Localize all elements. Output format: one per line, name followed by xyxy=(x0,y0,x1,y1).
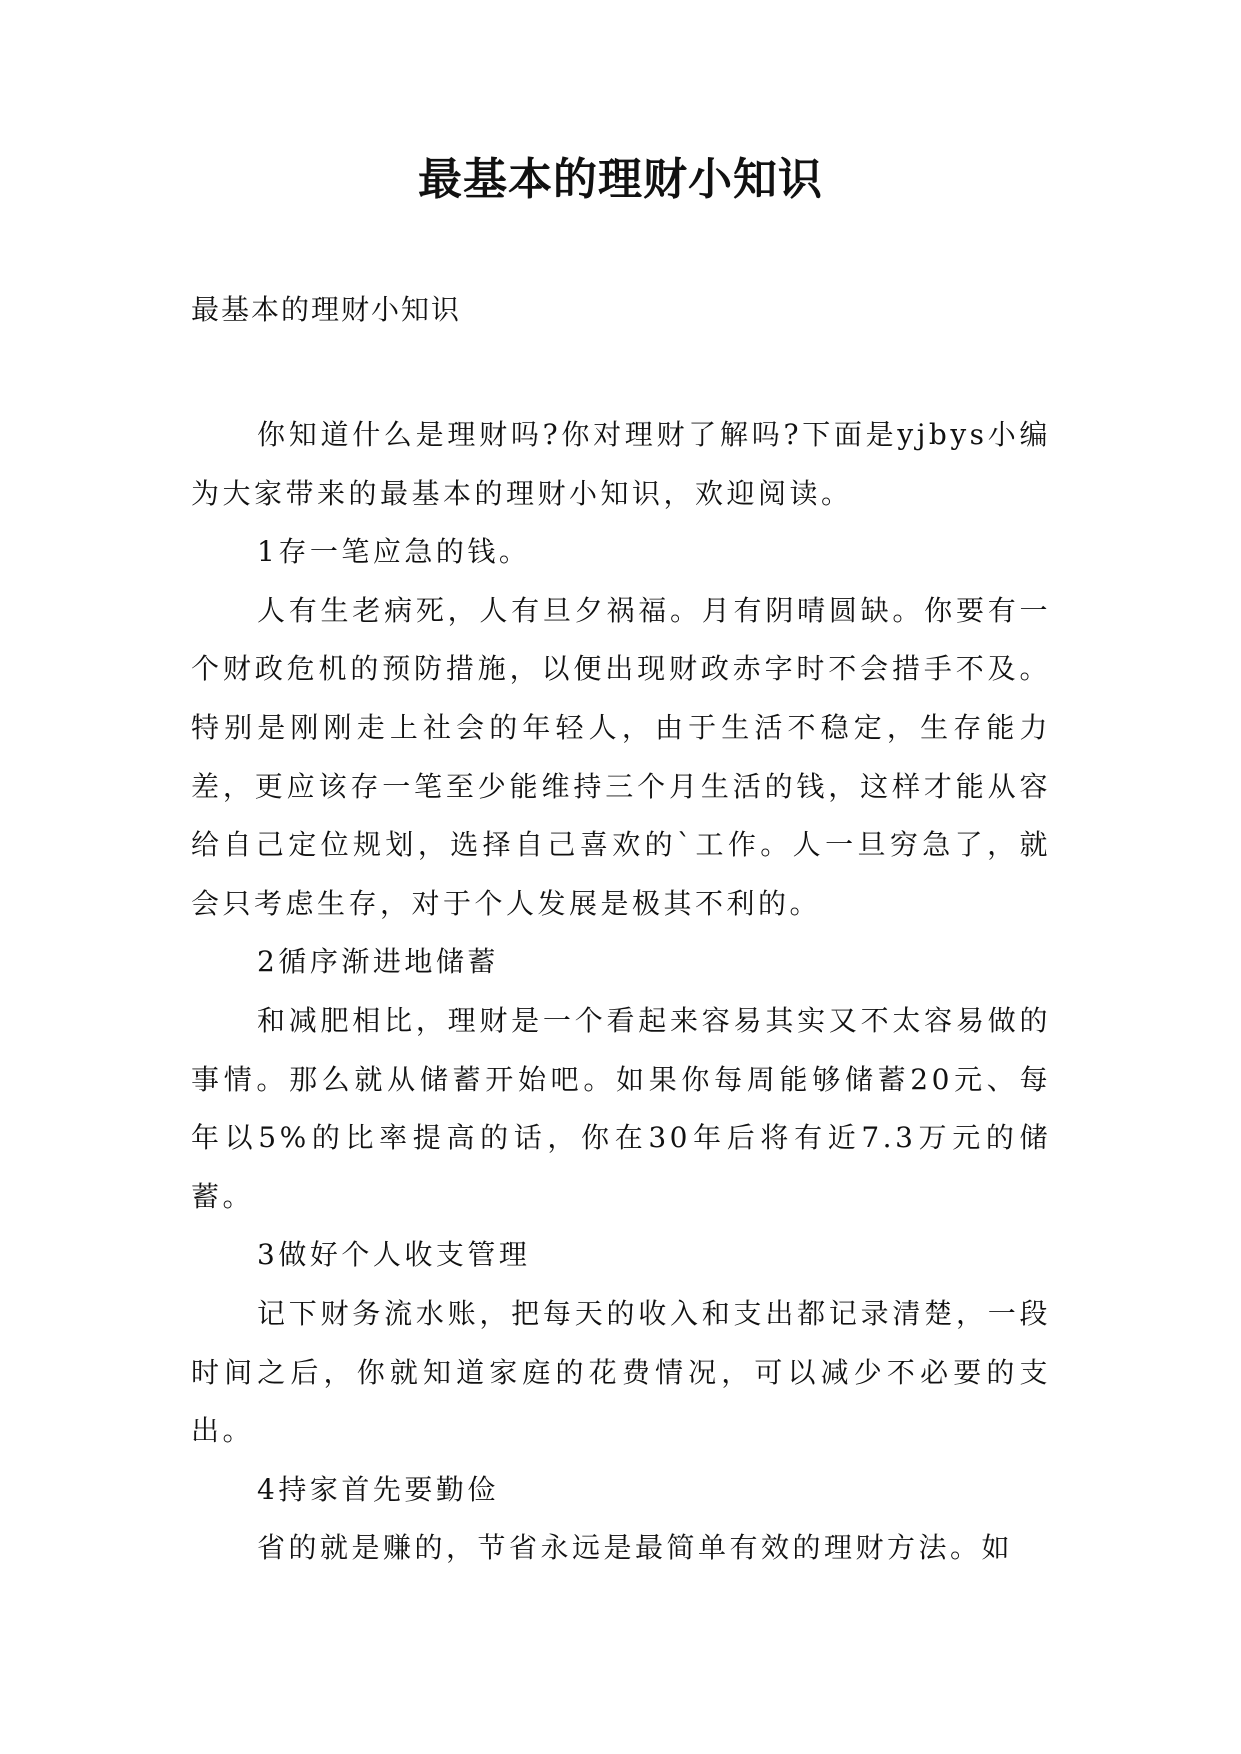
heading-3: 3做好个人收支管理 xyxy=(257,1238,531,1272)
document-subtitle: 最基本的理财小知识 xyxy=(191,293,462,326)
paragraph-3: 记下财务流水账，把每天的收入和支出都记录清楚，一段时间之后，你就知道家庭的花费情况，可以减少不必要的支出。 xyxy=(191,1296,1051,1448)
heading-4: 4持家首先要勤俭 xyxy=(257,1472,499,1506)
paragraph-intro: 你知道什么是理财吗?你对理财了解吗?下面是yjbys小编为大家带来的最基本的理财小知识，欢迎阅读。 xyxy=(191,418,1051,510)
paragraph-1: 人有生老病死，人有旦夕祸福。月有阴晴圆缺。你要有一个财政危机的预防措施，以便出现财政赤字时不会措手不及。特别是刚刚走上社会的年轻人，由于生活不稳定，生存能力差，更应该存一笔至少能维持三个月生活的钱，这样才能从容给自己定位规划，选择自己喜欢的`工作。人一旦穷急了，就会只考虑生存，对于个人发展是极其不利的。 xyxy=(191,593,1051,920)
heading-1: 1存一笔应急的钱。 xyxy=(257,535,531,569)
paragraph-4: 省的就是赚的，节省永远是最简单有效的理财方法。如 xyxy=(257,1531,1014,1565)
heading-2: 2循序渐进地储蓄 xyxy=(257,945,499,979)
document-title: 最基本的理财小知识 xyxy=(418,154,823,205)
document-body xyxy=(191,406,1051,1578)
paragraph-2: 和减肥相比，理财是一个看起来容易其实又不太容易做的事情。那么就从储蓄开始吧。如果你每周能够储蓄20元、每年以5%的比率提高的话，你在30年后将有近7.3万元的储蓄。 xyxy=(191,1003,1051,1213)
